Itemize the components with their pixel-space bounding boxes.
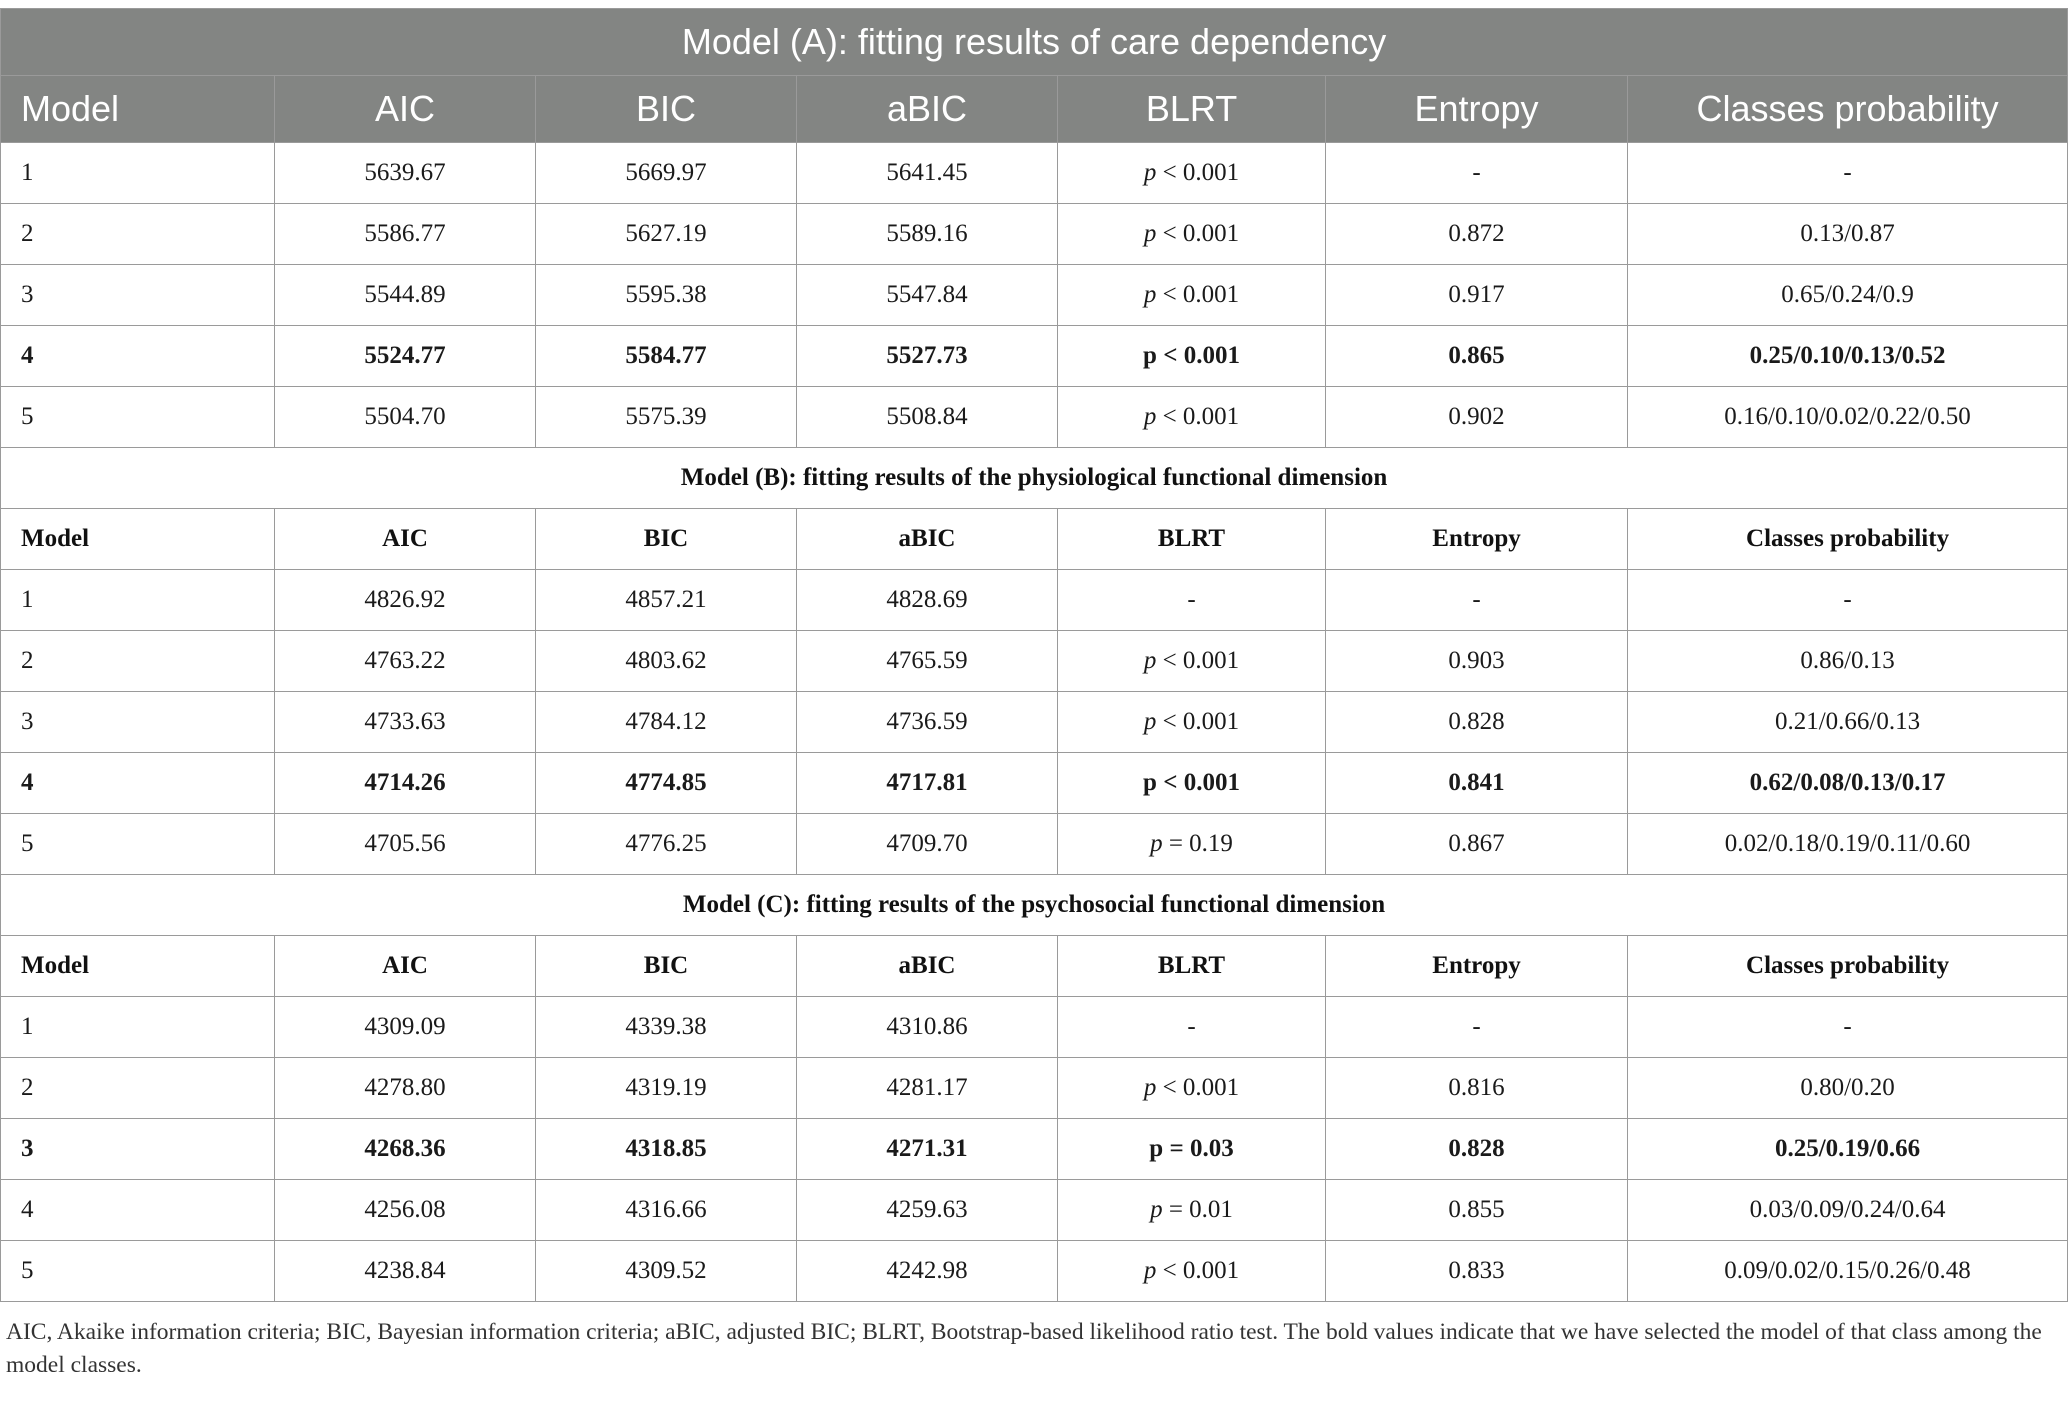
column-header-bic: BIC bbox=[536, 509, 797, 570]
column-header-row bbox=[1, 509, 2068, 570]
cell-entropy: 0.855 bbox=[1326, 1180, 1628, 1241]
column-header-blrt: BLRT bbox=[1058, 76, 1326, 143]
cell-model: 4 bbox=[1, 326, 275, 387]
cell-bic: 4784.12 bbox=[536, 692, 797, 753]
section-title-row bbox=[1, 875, 2068, 936]
cell-bic: 4319.19 bbox=[536, 1058, 797, 1119]
table-row bbox=[1, 204, 2068, 265]
cell-blrt bbox=[1058, 143, 1326, 204]
p-value: < 0.001 bbox=[1156, 159, 1240, 186]
cell-classes-probability: - bbox=[1628, 997, 2068, 1058]
table-row bbox=[1, 1180, 2068, 1241]
column-header-entropy: Entropy bbox=[1326, 509, 1628, 570]
cell-classes-probability: 0.13/0.87 bbox=[1628, 204, 2068, 265]
cell-blrt bbox=[1058, 1058, 1326, 1119]
column-header-abic: aBIC bbox=[797, 936, 1058, 997]
p-symbol: p bbox=[1143, 342, 1157, 369]
cell-entropy: 0.816 bbox=[1326, 1058, 1628, 1119]
cell-bic: 4776.25 bbox=[536, 814, 797, 875]
cell-aic: 5504.70 bbox=[275, 387, 536, 448]
cell-entropy: 0.833 bbox=[1326, 1241, 1628, 1302]
cell-aic: 4763.22 bbox=[275, 631, 536, 692]
cell-aic: 5544.89 bbox=[275, 265, 536, 326]
p-symbol: p bbox=[1143, 281, 1157, 308]
cell-classes-probability: - bbox=[1628, 143, 2068, 204]
cell-model: 3 bbox=[1, 1119, 275, 1180]
table-row bbox=[1, 387, 2068, 448]
table-row bbox=[1, 265, 2068, 326]
cell-model: 2 bbox=[1, 631, 275, 692]
p-symbol: p bbox=[1143, 1074, 1157, 1101]
cell-bic: 4803.62 bbox=[536, 631, 797, 692]
cell-aic: 4826.92 bbox=[275, 570, 536, 631]
cell-abic: 5508.84 bbox=[797, 387, 1058, 448]
table-row bbox=[1, 326, 2068, 387]
cell-entropy: - bbox=[1326, 143, 1628, 204]
cell-blrt bbox=[1058, 265, 1326, 326]
column-header-aic: AIC bbox=[275, 936, 536, 997]
section-title: Model (A): fitting results of care dependency bbox=[1, 9, 2068, 76]
cell-model: 5 bbox=[1, 387, 275, 448]
p-value: < 0.001 bbox=[1156, 342, 1240, 369]
column-header-bic: BIC bbox=[536, 936, 797, 997]
cell-bic: 5575.39 bbox=[536, 387, 797, 448]
cell-bic: 4316.66 bbox=[536, 1180, 797, 1241]
cell-bic: 5584.77 bbox=[536, 326, 797, 387]
column-header-row bbox=[1, 76, 2068, 143]
table-row bbox=[1, 814, 2068, 875]
cell-aic: 4238.84 bbox=[275, 1241, 536, 1302]
cell-blrt bbox=[1058, 570, 1326, 631]
cell-model: 1 bbox=[1, 143, 275, 204]
cell-bic: 5595.38 bbox=[536, 265, 797, 326]
column-header-model: Model bbox=[1, 509, 275, 570]
cell-classes-probability: 0.65/0.24/0.9 bbox=[1628, 265, 2068, 326]
table-row bbox=[1, 1058, 2068, 1119]
column-header-classes-probability: Classes probability bbox=[1628, 76, 2068, 143]
p-symbol: p bbox=[1143, 220, 1157, 247]
cell-entropy: 0.917 bbox=[1326, 265, 1628, 326]
p-value: < 0.001 bbox=[1156, 1074, 1240, 1101]
model-fit-table bbox=[0, 8, 2068, 1302]
column-header-model: Model bbox=[1, 936, 275, 997]
cell-abic: 4736.59 bbox=[797, 692, 1058, 753]
cell-model: 5 bbox=[1, 814, 275, 875]
cell-abic: 5641.45 bbox=[797, 143, 1058, 204]
cell-aic: 4278.80 bbox=[275, 1058, 536, 1119]
cell-bic: 4339.38 bbox=[536, 997, 797, 1058]
cell-entropy: 0.872 bbox=[1326, 204, 1628, 265]
cell-bic: 5627.19 bbox=[536, 204, 797, 265]
p-symbol: p bbox=[1143, 1257, 1157, 1284]
cell-abic: 4281.17 bbox=[797, 1058, 1058, 1119]
column-header-blrt: BLRT bbox=[1058, 936, 1326, 997]
table-row bbox=[1, 1119, 2068, 1180]
cell-classes-probability: 0.62/0.08/0.13/0.17 bbox=[1628, 753, 2068, 814]
cell-model: 1 bbox=[1, 570, 275, 631]
cell-aic: 4733.63 bbox=[275, 692, 536, 753]
cell-model: 3 bbox=[1, 692, 275, 753]
cell-aic: 5586.77 bbox=[275, 204, 536, 265]
cell-entropy: 0.841 bbox=[1326, 753, 1628, 814]
column-header-bic: BIC bbox=[536, 76, 797, 143]
cell-bic: 4318.85 bbox=[536, 1119, 797, 1180]
cell-blrt bbox=[1058, 326, 1326, 387]
section-title: Model (B): fitting results of the physiological functional dimension bbox=[1, 448, 2068, 509]
cell-bic: 4774.85 bbox=[536, 753, 797, 814]
cell-classes-probability: 0.25/0.19/0.66 bbox=[1628, 1119, 2068, 1180]
cell-blrt bbox=[1058, 1180, 1326, 1241]
cell-bic: 4309.52 bbox=[536, 1241, 797, 1302]
cell-aic: 4309.09 bbox=[275, 997, 536, 1058]
cell-entropy: 0.865 bbox=[1326, 326, 1628, 387]
p-symbol: p bbox=[1143, 769, 1157, 796]
column-header-model: Model bbox=[1, 76, 275, 143]
cell-classes-probability: 0.03/0.09/0.24/0.64 bbox=[1628, 1180, 2068, 1241]
cell-abic: 5589.16 bbox=[797, 204, 1058, 265]
p-symbol: p bbox=[1143, 403, 1157, 430]
cell-classes-probability: 0.25/0.10/0.13/0.52 bbox=[1628, 326, 2068, 387]
cell-entropy: 0.828 bbox=[1326, 692, 1628, 753]
cell-blrt bbox=[1058, 631, 1326, 692]
p-value: - bbox=[1187, 586, 1196, 613]
p-symbol: p bbox=[1150, 1196, 1163, 1223]
cell-bic: 5669.97 bbox=[536, 143, 797, 204]
cell-abic: 4310.86 bbox=[797, 997, 1058, 1058]
table-row bbox=[1, 570, 2068, 631]
p-value: < 0.001 bbox=[1156, 281, 1240, 308]
cell-model: 5 bbox=[1, 1241, 275, 1302]
p-value: < 0.001 bbox=[1156, 647, 1240, 674]
p-value: < 0.001 bbox=[1156, 220, 1240, 247]
p-symbol: p bbox=[1150, 830, 1163, 857]
column-header-abic: aBIC bbox=[797, 76, 1058, 143]
column-header-row bbox=[1, 936, 2068, 997]
cell-model: 3 bbox=[1, 265, 275, 326]
p-symbol: p bbox=[1143, 647, 1157, 674]
cell-abic: 5547.84 bbox=[797, 265, 1058, 326]
cell-blrt bbox=[1058, 814, 1326, 875]
cell-entropy: - bbox=[1326, 997, 1628, 1058]
table-footnote: AIC, Akaike information criteria; BIC, Bayesian information criteria; aBIC, adjusted BIC; BLRT, Bootstrap-based likelihood ratio test. The bold values indicate that we have selected the model of that class among the model classes. bbox=[6, 1319, 2042, 1378]
cell-abic: 4271.31 bbox=[797, 1119, 1058, 1180]
cell-blrt bbox=[1058, 204, 1326, 265]
p-symbol: p bbox=[1149, 1135, 1164, 1162]
column-header-blrt: BLRT bbox=[1058, 509, 1326, 570]
cell-aic: 4268.36 bbox=[275, 1119, 536, 1180]
cell-classes-probability: 0.21/0.66/0.13 bbox=[1628, 692, 2068, 753]
p-value: = 0.01 bbox=[1162, 1196, 1233, 1223]
cell-abic: 5527.73 bbox=[797, 326, 1058, 387]
column-header-aic: AIC bbox=[275, 509, 536, 570]
p-value: = 0.19 bbox=[1162, 830, 1233, 857]
p-value: < 0.001 bbox=[1156, 403, 1240, 430]
column-header-aic: AIC bbox=[275, 76, 536, 143]
p-value: < 0.001 bbox=[1156, 708, 1240, 735]
cell-abic: 4765.59 bbox=[797, 631, 1058, 692]
table-row bbox=[1, 1241, 2068, 1302]
cell-abic: 4242.98 bbox=[797, 1241, 1058, 1302]
cell-bic: 4857.21 bbox=[536, 570, 797, 631]
p-value: < 0.001 bbox=[1156, 1257, 1240, 1284]
cell-aic: 4256.08 bbox=[275, 1180, 536, 1241]
p-symbol: p bbox=[1143, 708, 1157, 735]
cell-abic: 4828.69 bbox=[797, 570, 1058, 631]
cell-blrt bbox=[1058, 1241, 1326, 1302]
cell-abic: 4717.81 bbox=[797, 753, 1058, 814]
section-title: Model (C): fitting results of the psychosocial functional dimension bbox=[1, 875, 2068, 936]
cell-model: 4 bbox=[1, 753, 275, 814]
column-header-classes-probability: Classes probability bbox=[1628, 509, 2068, 570]
cell-classes-probability: 0.80/0.20 bbox=[1628, 1058, 2068, 1119]
cell-model: 4 bbox=[1, 1180, 275, 1241]
cell-classes-probability: 0.09/0.02/0.15/0.26/0.48 bbox=[1628, 1241, 2068, 1302]
cell-classes-probability: - bbox=[1628, 570, 2068, 631]
table-row bbox=[1, 631, 2068, 692]
cell-blrt bbox=[1058, 692, 1326, 753]
section-title-row bbox=[1, 9, 2068, 76]
p-value: = 0.03 bbox=[1163, 1135, 1234, 1162]
cell-entropy: 0.867 bbox=[1326, 814, 1628, 875]
column-header-entropy: Entropy bbox=[1326, 936, 1628, 997]
p-symbol: p bbox=[1143, 159, 1157, 186]
cell-aic: 4714.26 bbox=[275, 753, 536, 814]
cell-abic: 4709.70 bbox=[797, 814, 1058, 875]
table-body bbox=[1, 9, 2068, 1302]
p-value: < 0.001 bbox=[1156, 769, 1240, 796]
column-header-entropy: Entropy bbox=[1326, 76, 1628, 143]
cell-abic: 4259.63 bbox=[797, 1180, 1058, 1241]
cell-entropy: 0.828 bbox=[1326, 1119, 1628, 1180]
cell-entropy: 0.902 bbox=[1326, 387, 1628, 448]
cell-model: 2 bbox=[1, 204, 275, 265]
cell-classes-probability: 0.02/0.18/0.19/0.11/0.60 bbox=[1628, 814, 2068, 875]
cell-aic: 4705.56 bbox=[275, 814, 536, 875]
column-header-classes-probability: Classes probability bbox=[1628, 936, 2068, 997]
cell-classes-probability: 0.86/0.13 bbox=[1628, 631, 2068, 692]
table-row bbox=[1, 143, 2068, 204]
cell-blrt bbox=[1058, 1119, 1326, 1180]
cell-entropy: - bbox=[1326, 570, 1628, 631]
column-header-abic: aBIC bbox=[797, 509, 1058, 570]
p-value: - bbox=[1187, 1013, 1196, 1040]
cell-entropy: 0.903 bbox=[1326, 631, 1628, 692]
cell-blrt bbox=[1058, 387, 1326, 448]
table-row bbox=[1, 753, 2068, 814]
table-row bbox=[1, 692, 2068, 753]
cell-model: 2 bbox=[1, 1058, 275, 1119]
cell-aic: 5639.67 bbox=[275, 143, 536, 204]
cell-classes-probability: 0.16/0.10/0.02/0.22/0.50 bbox=[1628, 387, 2068, 448]
cell-model: 1 bbox=[1, 997, 275, 1058]
section-title-row bbox=[1, 448, 2068, 509]
cell-blrt bbox=[1058, 997, 1326, 1058]
cell-aic: 5524.77 bbox=[275, 326, 536, 387]
cell-blrt bbox=[1058, 753, 1326, 814]
table-row bbox=[1, 997, 2068, 1058]
